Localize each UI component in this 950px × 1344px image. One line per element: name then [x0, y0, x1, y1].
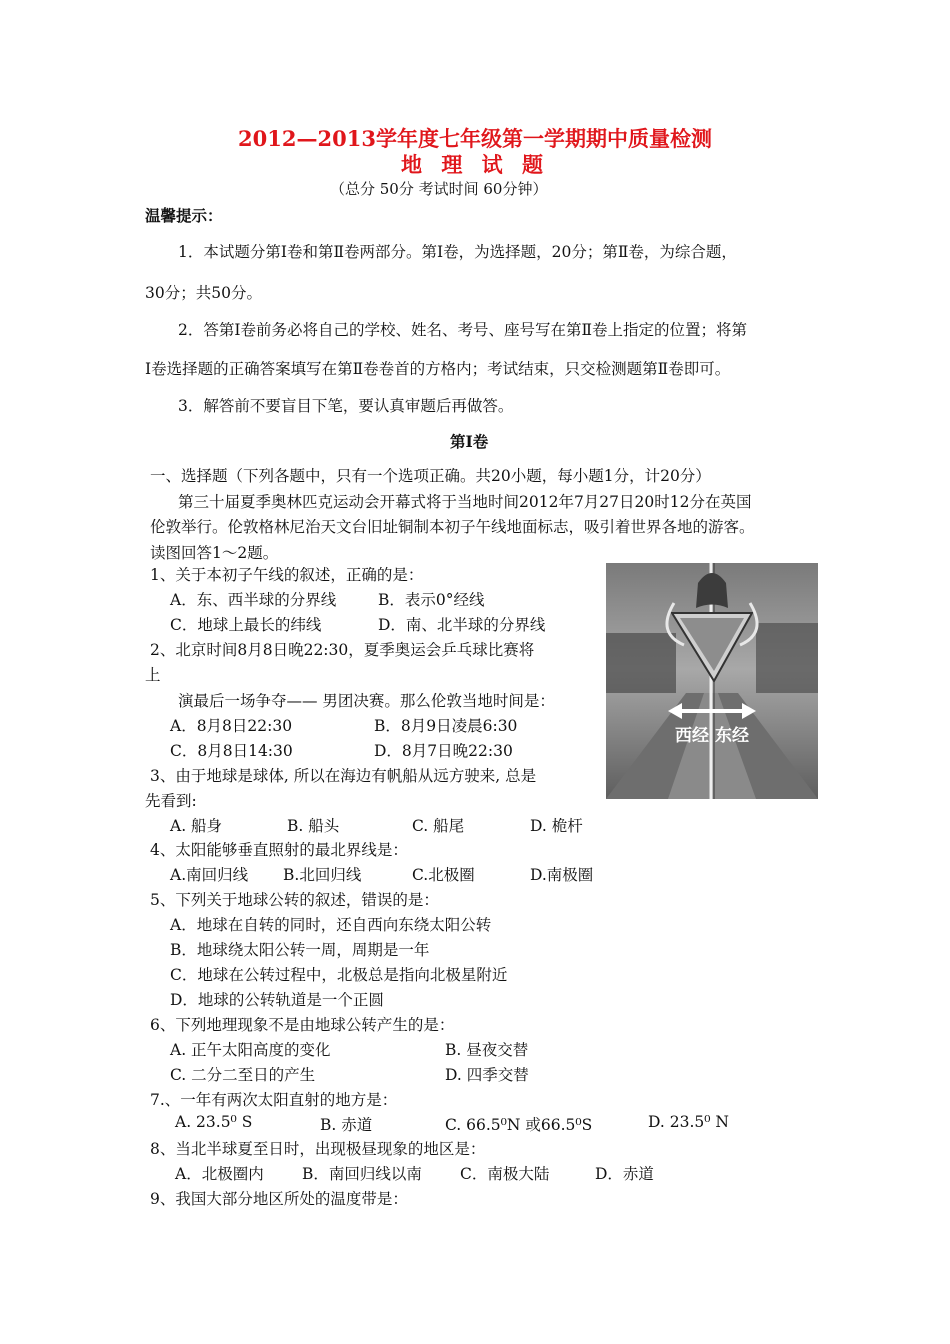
- tip-3: 3．解答前不要盲目下笔，要认真审题后再做答。: [178, 397, 514, 415]
- question-3-line-1: 3、由于地球是球体, 所以在海边有帆船从远方驶来, 总是: [150, 767, 537, 785]
- question-9: 9、我国大部分地区所处的温度带是：: [150, 1190, 408, 1208]
- q4-option-b: B.北回归线: [283, 866, 362, 884]
- exam-subtitle: 地 理 试 题: [401, 152, 549, 177]
- question-2-line-2: 上: [145, 666, 161, 684]
- q1-option-a: A．东、西半球的分界线: [170, 591, 337, 609]
- q2-option-c: C．8月8日14:30: [170, 742, 293, 760]
- q4-option-c: C.北极圈: [412, 866, 475, 884]
- tips-heading: 温馨提示：: [145, 206, 223, 225]
- q6-option-d: D. 四季交替: [445, 1066, 529, 1084]
- q1-option-c: C．地球上最长的纬线: [170, 616, 322, 634]
- tip-2-line-2: Ⅰ卷选择题的正确答案填写在第Ⅱ卷卷首的方格内；考试结束，只交检测题第Ⅱ卷即可。: [145, 360, 731, 378]
- question-1: 1、关于本初子午线的叙述，正确的是：: [150, 566, 424, 584]
- q6-option-c: C. 二分二至日的产生: [170, 1066, 316, 1084]
- q7-option-c: C. 66.5⁰N 或66.5⁰S: [445, 1116, 593, 1134]
- question-2-line-1: 2、北京时间8月8日晚22:30，夏季奥运会乒乓球比赛将: [150, 641, 535, 659]
- q4-option-d: D.南极圈: [530, 866, 594, 884]
- tip-2-line-1: 2．答第Ⅰ卷前务必将自己的学校、姓名、考号、座号写在第Ⅱ卷上指定的位置；将第: [178, 321, 748, 339]
- q8-option-b: B．南回归线以南: [302, 1165, 422, 1183]
- q2-option-a: A．8月8日22:30: [170, 717, 293, 735]
- q7-option-b: B. 赤道: [320, 1116, 373, 1134]
- q2-option-b: B．8月9日凌晨6:30: [374, 717, 518, 735]
- question-7: 7.、一年有两次太阳直射的地方是：: [150, 1091, 398, 1109]
- q6-option-b: B. 昼夜交替: [445, 1041, 529, 1059]
- q5-option-a: A．地球在自转的同时，还自西向东绕太阳公转: [170, 916, 492, 934]
- exam-title: 2012—2013学年度七年级第一学期期中质量检测: [238, 126, 712, 151]
- q5-option-b: B．地球绕太阳公转一周，周期是一年: [170, 941, 430, 959]
- photo-label: 西经 东经: [675, 726, 749, 746]
- q8-option-c: C．南极大陆: [460, 1165, 550, 1183]
- question-8: 8、当北半球夏至日时，出现极昼现象的地区是：: [150, 1140, 486, 1158]
- question-6: 6、下列地理现象不是由地球公转产生的是：: [150, 1016, 455, 1034]
- q4-option-a: A.南回归线: [170, 866, 249, 884]
- intro-line-3: 读图回答1～2题。: [150, 544, 279, 562]
- q7-option-a: A. 23.5⁰ S: [175, 1113, 253, 1131]
- q7-option-d: D. 23.5⁰ N: [648, 1113, 729, 1131]
- q5-option-c: C．地球在公转过程中，北极总是指向北极星附近: [170, 966, 508, 984]
- q2-option-d: D．8月7日晚22:30: [374, 742, 513, 760]
- intro-line-2: 伦敦举行。伦敦格林尼治天文台旧址铜制本初子午线地面标志，吸引着世界各地的游客。: [150, 518, 755, 536]
- q1-option-b: B．表示0°经线: [378, 591, 485, 609]
- prime-meridian-photo: [606, 563, 818, 799]
- tip-1-line-1: 1．本试题分第Ⅰ卷和第Ⅱ卷两部分。第Ⅰ卷，为选择题，20分；第Ⅱ卷，为综合题，: [178, 243, 737, 261]
- section-title: 第Ⅰ卷: [450, 432, 489, 451]
- q3-option-c: C. 船尾: [412, 817, 465, 835]
- q8-option-a: A．北极圈内: [175, 1165, 264, 1183]
- question-5: 5、下列关于地球公转的叙述，错误的是：: [150, 891, 439, 909]
- q3-option-d: D. 桅杆: [530, 817, 583, 835]
- tip-1-line-2: 30分；共50分。: [145, 284, 262, 302]
- q3-option-a: A. 船身: [170, 817, 223, 835]
- section-instruction: 一、选择题（下列各题中，只有一个选项正确。共20小题，每小题1分，计20分）: [150, 467, 711, 485]
- score-info: （总分 50分 考试时间 60分钟）: [330, 180, 548, 198]
- intro-line-1: 第三十届夏季奥林匹克运动会开幕式将于当地时间2012年7月27日20时12分在英国: [178, 493, 752, 511]
- question-3-line-2: 先看到:: [145, 792, 197, 810]
- q8-option-d: D．赤道: [595, 1165, 654, 1183]
- question-4: 4、太阳能够垂直照射的最北界线是：: [150, 841, 408, 859]
- q3-option-b: B. 船头: [287, 817, 340, 835]
- q6-option-a: A. 正午太阳高度的变化: [170, 1041, 331, 1059]
- question-2-line-3: 演最后一场争夺—— 男团决赛。那么伦敦当地时间是：: [178, 692, 555, 710]
- q1-option-d: D．南、北半球的分界线: [378, 616, 546, 634]
- q5-option-d: D．地球的公转轨道是一个正圆: [170, 991, 384, 1009]
